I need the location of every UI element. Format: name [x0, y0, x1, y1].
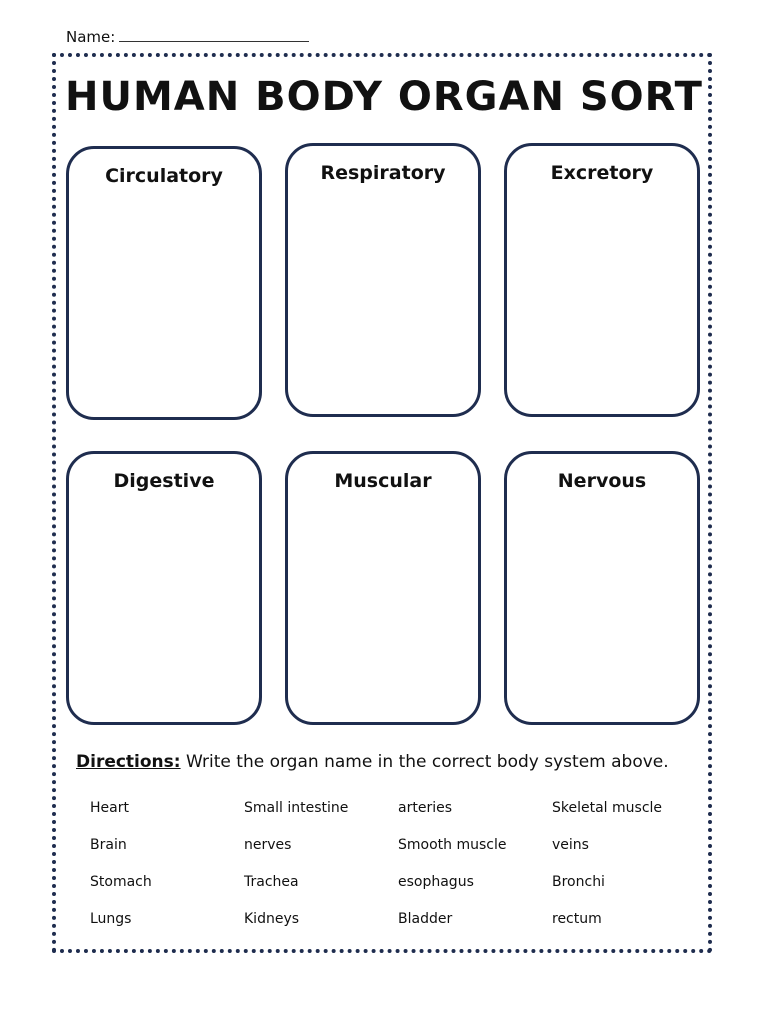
- system-label-excretory: Excretory: [550, 162, 654, 184]
- organ-word: Kidneys: [244, 911, 300, 927]
- organ-word: Bladder: [398, 911, 453, 927]
- organ-word: rectum: [552, 911, 602, 927]
- system-label-muscular: Muscular: [334, 470, 432, 492]
- organ-word: Smooth muscle: [398, 837, 507, 853]
- organ-word: veins: [552, 837, 589, 853]
- system-label-respiratory: Respiratory: [320, 162, 446, 184]
- name-blank-line[interactable]: [119, 29, 309, 42]
- system-box-respiratory[interactable]: [285, 143, 481, 417]
- directions: [76, 752, 716, 772]
- organ-word: arteries: [398, 800, 452, 816]
- system-label-nervous: Nervous: [557, 470, 647, 492]
- organ-word: Trachea: [244, 874, 299, 890]
- system-box-nervous[interactable]: [504, 451, 700, 725]
- system-label-digestive: Digestive: [113, 470, 215, 492]
- system-label-circulatory: Circulatory: [105, 165, 223, 187]
- organ-word: Small intestine: [244, 800, 349, 816]
- organ-word: Heart: [90, 800, 129, 816]
- system-box-digestive[interactable]: [66, 451, 262, 725]
- organ-word-bank: [90, 800, 700, 948]
- organ-word: Bronchi: [552, 874, 605, 890]
- organ-word: Brain: [90, 837, 127, 853]
- organ-word: Lungs: [90, 911, 132, 927]
- system-box-circulatory[interactable]: [66, 146, 262, 420]
- organ-word: nerves: [244, 837, 292, 853]
- organ-word: Skeletal muscle: [552, 800, 663, 816]
- system-box-excretory[interactable]: [504, 143, 700, 417]
- name-label: Name:: [66, 28, 116, 46]
- worksheet-title: HUMAN BODY ORGAN SORT: [65, 74, 703, 120]
- organ-word: Stomach: [90, 874, 152, 890]
- system-box-muscular[interactable]: [285, 451, 481, 725]
- directions-lead: Directions:: [76, 752, 181, 772]
- directions-text: Write the organ name in the correct body system above.: [180, 752, 669, 772]
- organ-word: esophagus: [398, 874, 474, 890]
- name-field[interactable]: [66, 28, 309, 46]
